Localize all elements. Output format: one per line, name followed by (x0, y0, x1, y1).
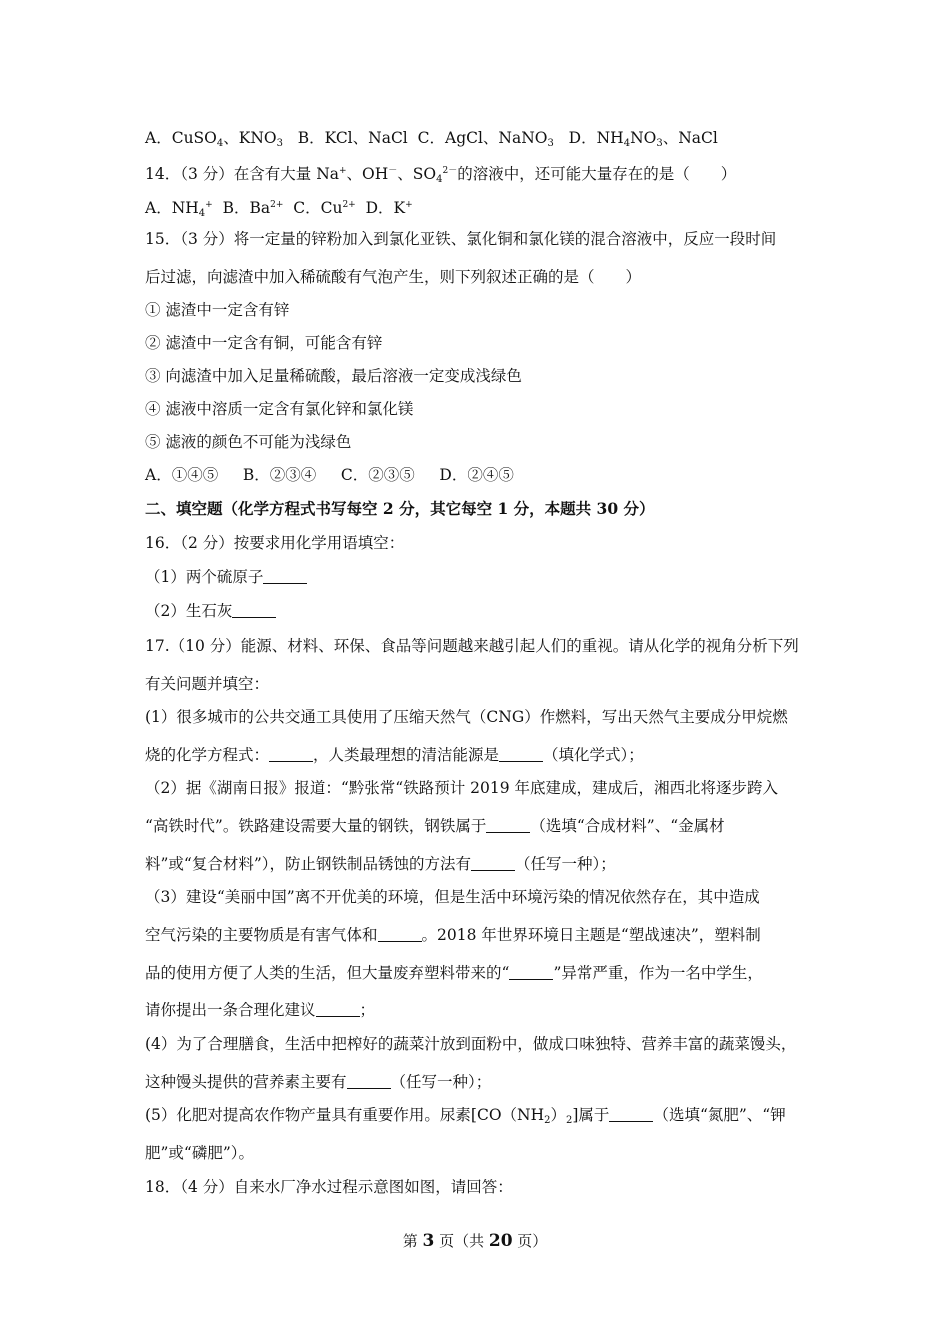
answer-blank (499, 747, 543, 762)
q13-options (145, 128, 718, 154)
page-footer: 第 3 页（共 20 页） (402, 1231, 548, 1251)
q13-option-d: D．$NH_4NO_3$、NaCl (568, 129, 718, 149)
q15-statement-1: ① 滤渣中一定含有锌 (145, 301, 290, 319)
answer-blank (609, 1107, 653, 1122)
answer-blank (263, 569, 307, 584)
q15-statement-5: ⑤ 滤液的颜色不可能为浅绿色 (145, 433, 352, 451)
q17-part1-line2: 烧的化学方程式： ，人类最理想的清洁能源是 （填化学式）； (145, 746, 644, 764)
q17-part4-line2: 这种馒头提供的营养素主要有 （任写一种）； (145, 1073, 492, 1091)
q16-stem: 16．（2 分）按要求用化学用语填空： (145, 534, 405, 552)
q17-part3-line1: （3）建设“美丽中国”离不开优美的环境，但是生活中环境污染的情况依然存在，其中造成 (145, 888, 760, 906)
q14-option-b: B．$Ba^{2+}$ (222, 199, 284, 217)
answer-blank (347, 1074, 391, 1089)
q17-part3-line3: 品的使用方便了人类的生活，但大量废弃塑料带来的“ ”异常严重，作为一名中学生， (145, 964, 763, 982)
q16-part-2: （2）生石灰 (145, 601, 276, 621)
q14-stem: 14．（3 分）在含有大量 Na+、OH－、$SO_4^{2-}$的溶液中，还可能大量存在的是（ ） (145, 165, 737, 185)
q15-stem-line1: 15．（3 分）将一定量的锌粉加入到氯化亚铁、氯化铜和氯化镁的混合溶液中，反应一段时间 (145, 230, 777, 248)
q17-part2-line2: “高铁时代”。铁路建设需要大量的钢铁，钢铁属于 （选填“合成材料”、“金属材 (145, 817, 725, 835)
page-number: 3 (422, 1231, 435, 1251)
q15-stem-line2: 后过滤，向滤渣中加入稀硫酸有气泡产生，则下列叙述正确的是（ ） (145, 268, 642, 286)
answer-blank (378, 927, 422, 942)
q15-option-b: B．②③④ (242, 466, 317, 484)
q15-option-d: D．②④⑤ (439, 466, 514, 484)
q15-statement-4: ④ 滤液中溶质一定含有氯化锌和氯化镁 (145, 400, 414, 418)
q15-option-a: A．①④⑤ (145, 466, 219, 484)
answer-blank (316, 1002, 360, 1017)
answer-blank (269, 747, 313, 762)
q17-part2-line1: （2）据《湖南日报》报道：“黔张常“铁路预计 2019 年底建成，建成后，湘西北将逐步跨入 (145, 779, 779, 797)
answer-blank (486, 818, 530, 833)
q15-options (145, 465, 514, 485)
q17-part5-line2: 肥”或“磷肥”）。 (145, 1144, 255, 1162)
q15-statement-2: ② 滤渣中一定含有铜，可能含有锌 (145, 334, 383, 352)
q13-option-c: C．AgCl、NaNO$_3$ (417, 129, 554, 149)
section-heading: 二、填空题（化学方程式书写每空 2 分，其它每空 1 分，本题共 30 分） (145, 499, 655, 518)
page-total: 20 (488, 1231, 513, 1251)
q13-option-a: A．CuSO$_4$、$KNO_3$ (145, 129, 283, 149)
q14-option-a: A．$NH_4^+$ (145, 199, 213, 219)
q17-part5-line1: (5）化肥对提高农作物产量具有重要作用。尿素$[CO(NH_2)_2]$属于 （选填“氮肥”、“钾 (145, 1106, 786, 1126)
answer-blank (471, 856, 515, 871)
answer-blank (232, 603, 276, 618)
q14-option-c: C．$Cu^{2+}$ (293, 199, 356, 217)
q17-part3-line4: 请你提出一条合理化建议 ； (145, 1001, 376, 1019)
q17-stem-line2: 有关问题并填空： (145, 675, 270, 693)
q17-stem-line1: 17.（10 分）能源、材料、环保、食品等问题越来越引起人们的重视。请从化学的视角分析下列 (145, 637, 799, 655)
q14-option-d: D．K+ (365, 199, 413, 217)
q17-part1-line1: (1）很多城市的公共交通工具使用了压缩天然气（CNG）作燃料，写出天然气主要成分甲烷燃 (145, 708, 788, 726)
q14-options (145, 195, 413, 224)
q17-part3-line2: 空气污染的主要物质是有害气体和 。2018 年世界环境日主题是“塑战速决”，塑料制 (145, 926, 761, 944)
q17-part2-line3: 料”或“复合材料”），防止钢铁制品锈蚀的方法有 （任写一种）； (145, 855, 616, 873)
q16-part-1: （1）两个硫原子 (145, 567, 307, 587)
q13-option-b: B．KCl、NaCl (297, 129, 408, 147)
q15-statement-3: ③ 向滤渣中加入足量稀硫酸，最后溶液一定变成浅绿色 (145, 367, 522, 385)
answer-blank (509, 965, 553, 980)
q17-part4-line1: (4）为了合理膳食，生活中把榨好的蔬菜汁放到面粉中，做成口味独特、营养丰富的蔬菜馒头， (145, 1035, 797, 1053)
q18-stem: 18．（4 分）自来水厂净水过程示意图如图，请回答： (145, 1178, 513, 1196)
q15-option-c: C．②③⑤ (340, 466, 415, 484)
